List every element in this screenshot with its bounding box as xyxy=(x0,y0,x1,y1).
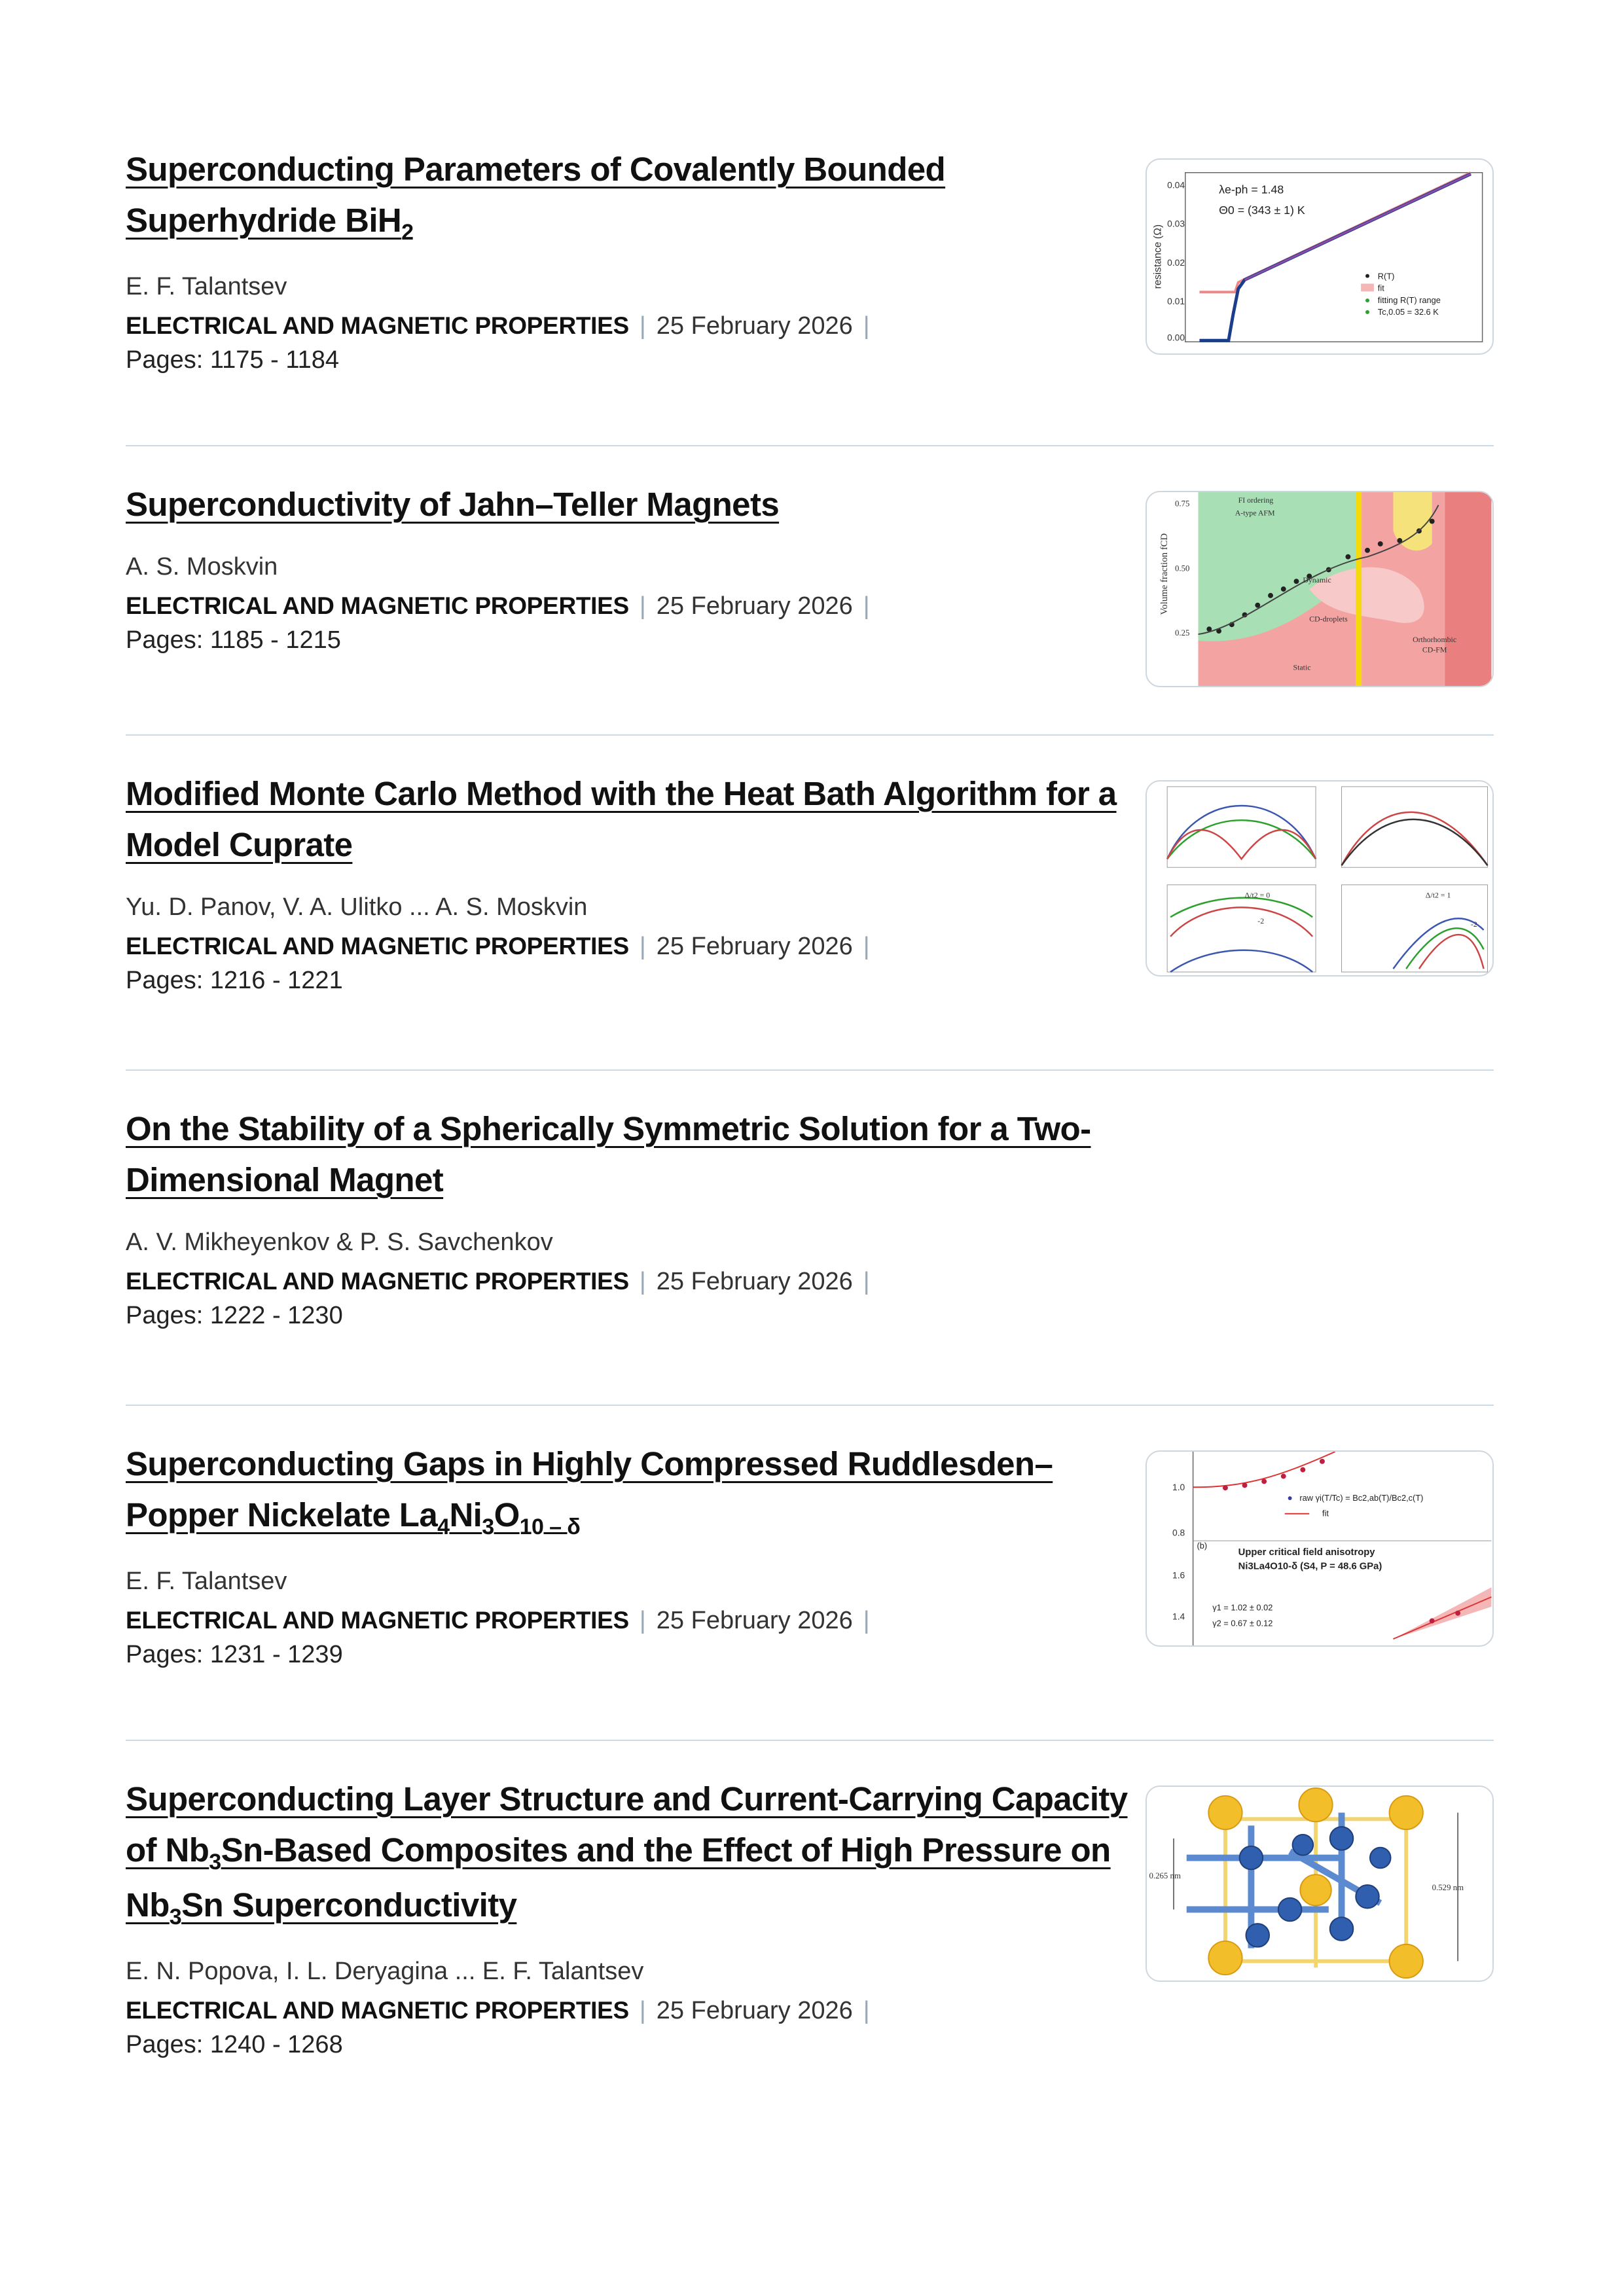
article-authors: E. N. Popova, I. L. Deryagina ... E. F. Talantsev xyxy=(126,1958,644,1985)
svg-text:0.8: 0.8 xyxy=(1172,1527,1185,1538)
svg-text:γ2 = 0.67 ± 0.12: γ2 = 0.67 ± 0.12 xyxy=(1212,1618,1273,1628)
svg-text:0.25: 0.25 xyxy=(1174,628,1190,638)
svg-text:Upper critical field anisotrop: Upper critical field anisotropy xyxy=(1238,1547,1375,1558)
svg-text:fit: fit xyxy=(1377,283,1384,293)
svg-text:Tc,0.05 = 32.6 K: Tc,0.05 = 32.6 K xyxy=(1377,306,1439,317)
article-list xyxy=(126,144,1494,2127)
svg-text:γ1 = 1.02 ± 0.02: γ1 = 1.02 ± 0.02 xyxy=(1212,1602,1273,1613)
separator: | xyxy=(863,1268,870,1295)
svg-text:CD-FM: CD-FM xyxy=(1422,645,1447,655)
svg-text:fit: fit xyxy=(1322,1508,1329,1518)
article-text xyxy=(126,479,1147,655)
svg-text:fitting R(T) range: fitting R(T) range xyxy=(1377,295,1441,306)
article-date: 25 February 2026 xyxy=(656,933,853,960)
article-title-link[interactable]: On the Stability of a Spherically Symmetric Solution for a Two-Dimensional Magnet xyxy=(126,1110,1091,1198)
article-title-link[interactable]: Superconducting Layer Structure and Current-Carrying Capacity of $Nb_3Sn$-Based Composites and the Effect of High Pressure on $Nb_3Sn$ Superconductivity xyxy=(126,1780,1128,1929)
svg-text:-2: -2 xyxy=(1257,916,1265,926)
article-pages: Pages: 1175 - 1184 xyxy=(126,346,340,374)
article-card xyxy=(126,446,1494,736)
article-title-link[interactable]: Modified Monte Carlo Method with the Heat Bath Algorithm for a Model Cuprate xyxy=(126,775,1117,863)
svg-text:0.01: 0.01 xyxy=(1167,296,1185,307)
article-authors: Yu. D. Panov, V. A. Ulitko ... A. S. Moskvin xyxy=(126,893,588,921)
separator: | xyxy=(639,1997,646,2024)
subject-link[interactable]: ELECTRICAL AND MAGNETIC PROPERTIES xyxy=(126,312,629,339)
svg-text:0.50: 0.50 xyxy=(1174,564,1190,573)
separator: | xyxy=(863,1997,870,2024)
article-title-link[interactable]: Superconductivity of Jahn–Teller Magnets xyxy=(126,486,780,523)
thumb-ylabel: resistance (Ω) xyxy=(1152,224,1164,289)
article-text xyxy=(126,144,1147,374)
resistance-plot-thumbnail xyxy=(1147,160,1492,353)
separator: | xyxy=(863,1607,870,1634)
article-card xyxy=(126,144,1494,446)
article-pages: Pages: 1231 - 1239 xyxy=(126,1641,343,1668)
svg-text:0.04: 0.04 xyxy=(1167,179,1185,190)
separator: | xyxy=(639,312,646,340)
article-pages: Pages: 1222 - 1230 xyxy=(126,1302,343,1329)
article-text xyxy=(126,768,1147,995)
separator: | xyxy=(863,933,870,960)
svg-text:A-type AFM: A-type AFM xyxy=(1235,508,1275,518)
separator: | xyxy=(639,933,646,960)
anisotropy-plot-thumbnail xyxy=(1147,1452,1492,1645)
article-pages: Pages: 1185 - 1215 xyxy=(126,626,341,654)
crystal-structure-thumbnail xyxy=(1147,1787,1492,1981)
separator: | xyxy=(863,592,870,620)
article-authors: E. F. Talantsev xyxy=(126,273,287,300)
svg-text:Static: Static xyxy=(1293,662,1311,672)
article-thumbnail[interactable] xyxy=(1146,491,1494,687)
svg-text:-2: -2 xyxy=(1470,920,1477,929)
svg-text:0.265 nm: 0.265 nm xyxy=(1149,1871,1181,1881)
article-authors: E. F. Talantsev xyxy=(126,1568,287,1595)
svg-text:0.75: 0.75 xyxy=(1174,499,1190,509)
svg-text:(b): (b) xyxy=(1197,1541,1208,1551)
svg-text:1.4: 1.4 xyxy=(1172,1611,1185,1622)
svg-text:0.03: 0.03 xyxy=(1167,218,1185,229)
svg-text:Orthorhombic: Orthorhombic xyxy=(1413,634,1457,644)
article-meta xyxy=(126,1996,1147,2025)
article-thumbnail[interactable] xyxy=(1146,1450,1494,1647)
subject-link[interactable]: ELECTRICAL AND MAGNETIC PROPERTIES xyxy=(126,1268,629,1295)
subject-link[interactable]: ELECTRICAL AND MAGNETIC PROPERTIES xyxy=(126,1997,629,2024)
svg-text:Ni3La4O10-δ (S4, P = 48.6 GPa): Ni3La4O10-δ (S4, P = 48.6 GPa) xyxy=(1238,1561,1382,1572)
svg-text:0.02: 0.02 xyxy=(1167,257,1185,268)
article-meta xyxy=(126,1606,1147,1635)
article-date: 25 February 2026 xyxy=(656,312,853,340)
article-meta xyxy=(126,312,1147,340)
svg-text:1.6: 1.6 xyxy=(1172,1570,1185,1581)
separator: | xyxy=(639,592,646,620)
separator: | xyxy=(639,1607,646,1634)
svg-text:1.0: 1.0 xyxy=(1172,1482,1185,1493)
svg-text:Δ/t2 = 1: Δ/t2 = 1 xyxy=(1425,890,1451,900)
article-text xyxy=(126,1103,1147,1330)
article-card xyxy=(126,1741,1494,2127)
svg-text:CD-droplets: CD-droplets xyxy=(1309,614,1348,624)
article-meta xyxy=(126,932,1147,961)
article-authors: A. S. Moskvin xyxy=(126,553,278,581)
svg-text:Volume fraction fCD: Volume fraction fCD xyxy=(1159,533,1170,615)
article-date: 25 February 2026 xyxy=(656,1268,853,1295)
separator: | xyxy=(863,312,870,340)
svg-text:raw γi(T/Tc) = Bc2,ab(T)/Bc2,c: raw γi(T/Tc) = Bc2,ab(T)/Bc2,c(T) xyxy=(1299,1492,1424,1503)
article-meta xyxy=(126,1267,1147,1296)
article-text xyxy=(126,1439,1147,1669)
article-text xyxy=(126,1774,1147,2059)
article-date: 25 February 2026 xyxy=(656,592,853,620)
subject-link[interactable]: ELECTRICAL AND MAGNETIC PROPERTIES xyxy=(126,933,629,960)
article-title-link[interactable]: Superconducting Gaps in Highly Compressed Ruddlesden–Popper Nickelate $La_4Ni_3O_{10 - \delta}$ xyxy=(126,1445,1053,1539)
svg-text:R(T): R(T) xyxy=(1377,271,1395,281)
phase-diagram-thumbnail xyxy=(1147,492,1492,686)
article-pages: Pages: 1240 - 1268 xyxy=(126,2031,343,2058)
article-date: 25 February 2026 xyxy=(656,1607,853,1634)
monte-carlo-plots-thumbnail xyxy=(1147,781,1492,975)
subject-link[interactable]: ELECTRICAL AND MAGNETIC PROPERTIES xyxy=(126,1607,629,1634)
article-thumbnail[interactable] xyxy=(1146,158,1494,355)
svg-text:FI ordering: FI ordering xyxy=(1238,495,1274,505)
separator: | xyxy=(639,1268,646,1295)
article-card xyxy=(126,736,1494,1071)
article-date: 25 February 2026 xyxy=(656,1997,853,2024)
article-card xyxy=(126,1071,1494,1406)
svg-text:λe-ph = 1.48: λe-ph = 1.48 xyxy=(1219,183,1284,196)
article-thumbnail[interactable] xyxy=(1146,780,1494,977)
article-thumbnail[interactable] xyxy=(1146,1785,1494,1982)
article-card xyxy=(126,1406,1494,1741)
article-meta xyxy=(126,592,1147,620)
svg-text:0.529 nm: 0.529 nm xyxy=(1432,1882,1464,1892)
svg-text:Dynamic: Dynamic xyxy=(1303,575,1331,585)
subject-link[interactable]: ELECTRICAL AND MAGNETIC PROPERTIES xyxy=(126,592,629,619)
svg-text:Δ/t2 = 0: Δ/t2 = 0 xyxy=(1244,890,1271,900)
svg-text:0.00: 0.00 xyxy=(1167,332,1185,343)
article-pages: Pages: 1216 - 1221 xyxy=(126,967,343,994)
svg-text:Θ0 = (343 ± 1) K: Θ0 = (343 ± 1) K xyxy=(1219,203,1305,217)
article-authors: A. V. Mikheyenkov & P. S. Savchenkov xyxy=(126,1229,553,1256)
article-title-link[interactable]: Superconducting Parameters of Covalently Bounded Superhydride BiH$_2$ xyxy=(126,151,946,245)
